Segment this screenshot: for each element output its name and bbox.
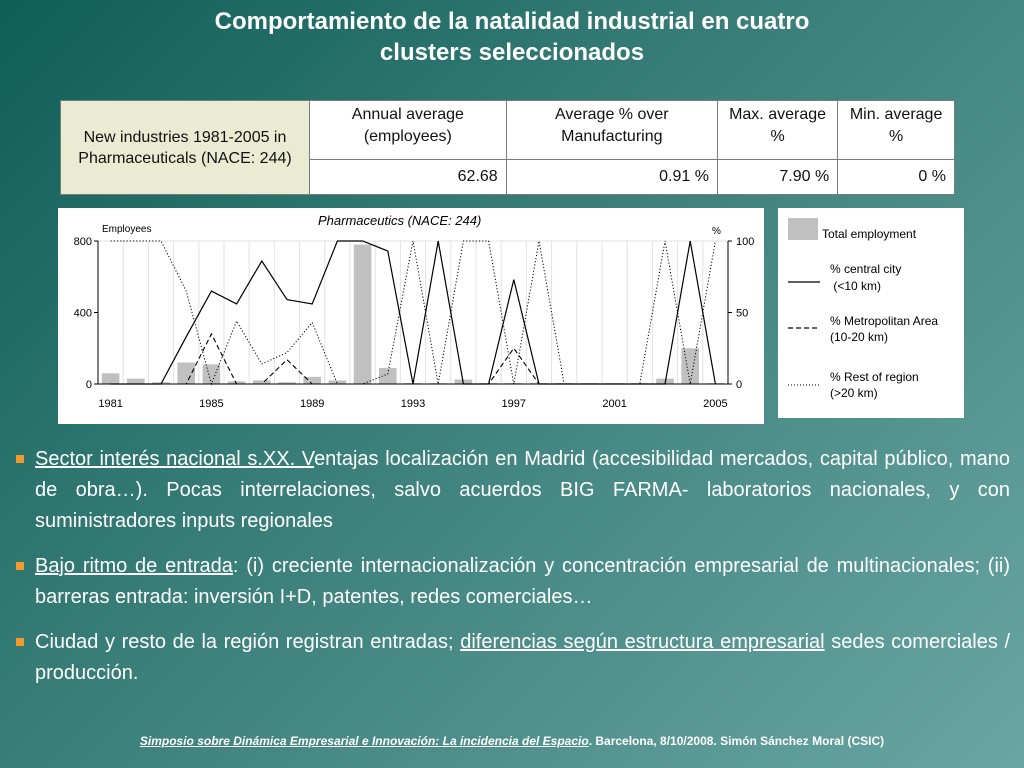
summary-table: [60, 100, 955, 195]
legend-swatch-total-employment: [788, 218, 818, 240]
col-header-annual-average: Annual average (employees): [310, 101, 507, 160]
line-metropolitan-area: [111, 334, 716, 384]
slide-title-line2: clusters seleccionados: [379, 39, 645, 66]
col-header-min-average: Min. average %: [838, 101, 955, 160]
value-min-average: 0 %: [838, 160, 955, 195]
slide-title-line1: Comportamiento de la natalidad industrial en cuatro: [214, 8, 810, 35]
chart-legend: [778, 208, 964, 418]
table-row-header: New industries 1981-2005 in Pharmaceuticals (NACE: 244): [61, 101, 310, 195]
bullet-sector: [16, 444, 1010, 537]
y-right-tick-label: 0: [736, 379, 743, 391]
footer: [0, 734, 1024, 748]
bar-total-employment: [354, 245, 372, 384]
bar-total-employment: [127, 379, 145, 384]
bullet-sector-underlined: Sector interés nacional s.XX. V: [35, 448, 315, 470]
bar-total-employment: [681, 348, 699, 384]
x-tick-label: 1993: [400, 398, 426, 410]
x-tick-label: 1985: [199, 398, 224, 410]
bar-total-employment: [203, 364, 221, 384]
footer-text: . Barcelona, 8/10/2008. Simón Sánchez Moral (CSIC): [588, 734, 885, 748]
bullet-city-region-underlined: diferencias según estructura empresarial: [460, 631, 825, 653]
x-tick-label: 2005: [703, 398, 728, 410]
col-header-max-average: Max. average %: [717, 101, 837, 160]
y-right-tick-label: 50: [736, 307, 749, 320]
bullet-square-icon: [16, 455, 24, 463]
value-annual-average: 62.68: [310, 160, 507, 195]
bar-total-employment: [102, 373, 120, 384]
legend-label-central-city-1: % central city: [830, 262, 902, 276]
legend-label-metropolitan-2: (10-20 km): [830, 330, 889, 344]
bullet-list: [16, 444, 1010, 703]
legend-label-metropolitan-1: % Metropolitan Area: [830, 314, 939, 328]
x-tick-label: 1989: [299, 398, 325, 410]
bullet-entry-rate-underlined: Bajo ritmo de entrada: [35, 555, 233, 577]
y-left-label: Employees: [102, 224, 152, 235]
x-tick-label: 2001: [602, 398, 627, 410]
col-header-average-pct: Average % over Manufacturing: [506, 101, 717, 160]
chart-panel: [58, 208, 764, 424]
y-left-tick-label: 400: [73, 307, 92, 320]
legend-label-rest-region-1: % Rest of region: [830, 370, 919, 384]
bar-total-employment: [177, 363, 195, 384]
legend-label-total-employment: Total employment: [822, 227, 917, 241]
line-central-city: [111, 241, 716, 384]
y-left-tick-label: 800: [73, 236, 92, 248]
bullet-city-region-text1: Ciudad y resto de la región registran entradas;: [35, 631, 461, 653]
x-tick-label: 1981: [98, 398, 123, 410]
legend-label-central-city-2: (<10 km): [830, 279, 882, 293]
chart-title: Pharmaceutics (NACE: 244): [318, 213, 482, 228]
y-right-label: %: [712, 226, 721, 237]
slide-title: [140, 6, 884, 68]
legend-svg: [778, 208, 964, 418]
bullet-square-icon: [16, 562, 24, 570]
bullet-square-icon: [16, 638, 24, 646]
bullet-entry-rate-text: : (i) creciente internacionalización y concentración empresarial de multinacionales; (ii) barreras entrada: inversión I+D, patentes, redes comerciales…: [35, 555, 1010, 608]
x-tick-label: 1997: [501, 398, 527, 410]
footer-event-link[interactable]: Simposio sobre Dinámica Empresarial e Innovación: La incidencia del Espacio: [139, 734, 589, 748]
table-header-row: [61, 101, 955, 160]
legend-label-rest-region-2: (>20 km): [830, 386, 878, 400]
value-average-pct: 0.91 %: [506, 160, 717, 195]
bullet-entry-rate: [16, 551, 1010, 613]
bullet-sector-text: entajas localización en Madrid (accesibilidad mercados, capital público, mano de obra…). Pocas interrelaciones, salvo acuerdos BIG FARMA- laboratorios nacionales, y con suministradores inputs regionales: [35, 448, 1011, 532]
bullet-city-region-text2: sedes comerciales / producción.: [35, 631, 1011, 684]
line-rest-of-region: [111, 241, 716, 384]
value-max-average: 7.90 %: [717, 160, 837, 195]
y-left-tick-label: 0: [85, 379, 92, 391]
y-right-tick-label: 100: [736, 236, 755, 248]
bullet-city-region: [16, 627, 1010, 689]
pharma-chart: [58, 208, 764, 424]
